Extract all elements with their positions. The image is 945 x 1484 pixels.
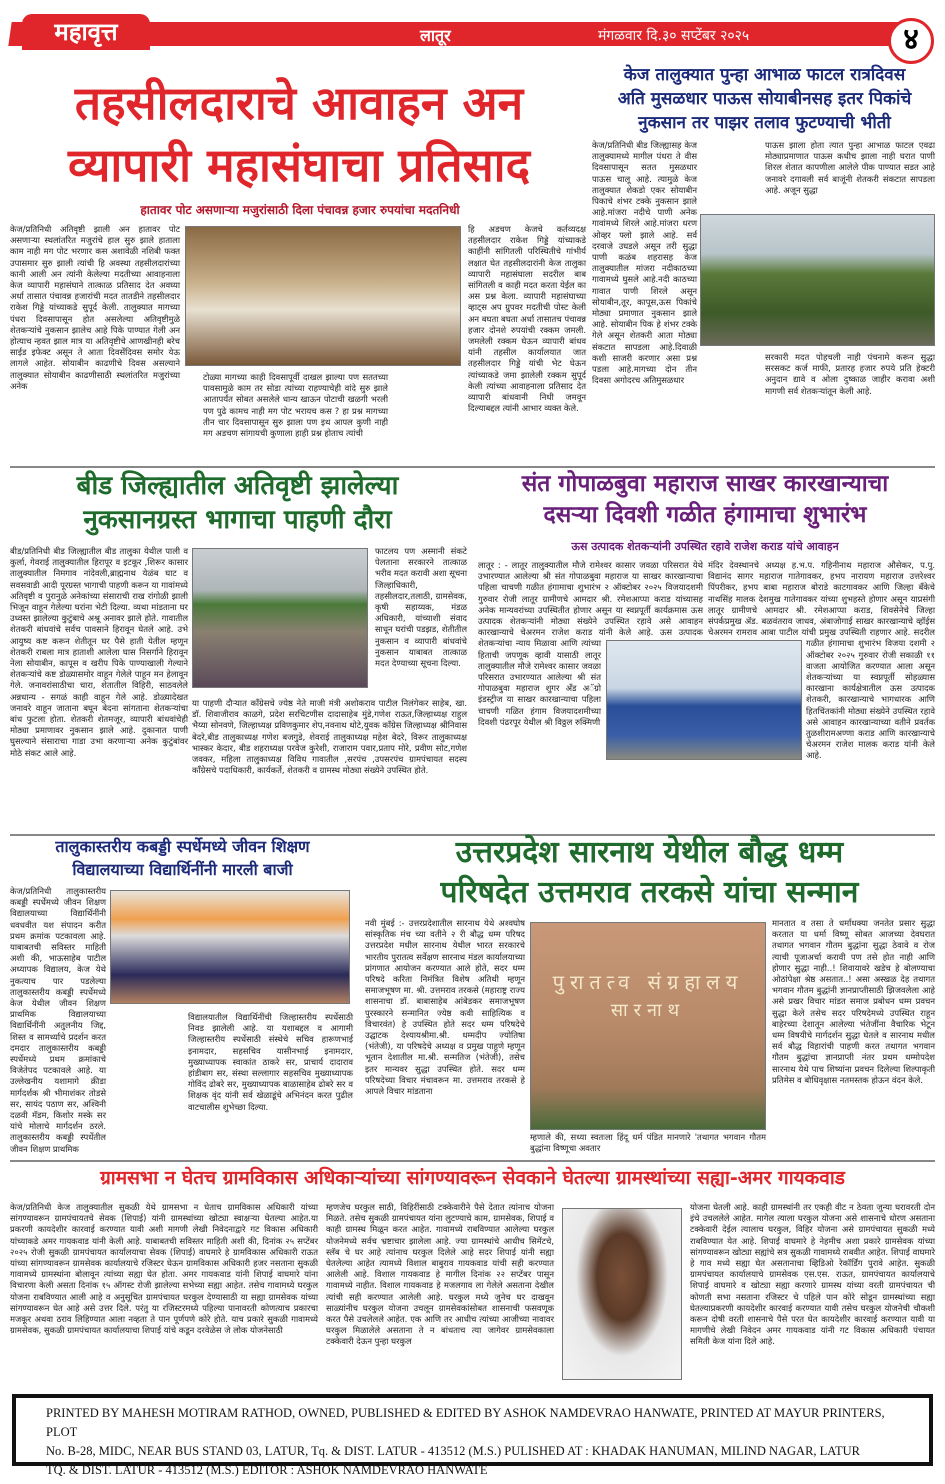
- kabaddi-headline-line1: तालुकास्तरीय कबड्डी स्पर्धेमध्ये जीवन शिक्षण: [55, 837, 310, 856]
- page-number: ४: [888, 18, 934, 64]
- masthead: [0, 0, 945, 60]
- imprint-line1: PRINTED BY MAHESH MOTIRAM RATHOD, OWNED, PUBLISHED & EDITED BY ASHOK NAMDEVRAO HANWATE, PRINTED AT MAYUR PRINTERS, PLOT: [46, 1406, 885, 1439]
- newspaper-logo: महावृत्त: [22, 14, 150, 50]
- kabaddi-body-col1: केज/प्रतिनिधी तालुकास्तरीय कबड्डी स्पर्धेमध्ये जीवन शिक्षण विद्यालयाच्या विद्यार्थिनींनी धवधवीत यश संपादन करीत प्रथम क्रमांक पटकावला आहे. याबाबतची सविस्तर माहिती अशी की, भाऊसाहेब पाटील अध्यापक विद्यालय, केज येथे नुकत्याच पार पडलेल्या तालुकास्तरीय कबड्डी स्पर्धेमध्ये केज येथील जीवन शिक्षण प्राथमिक विद्यालयाच्या विद्यार्थिनींनी अतुलनीय जिद्द, शिस्त व सामर्थ्याचे प्रदर्शन करत दमदार तालुकास्तरीय कबड्डी स्पर्धेमध्ये प्रथम क्रमांकाचे विजेतेपद पटकावले आहे. या उल्लेखनीय यशामागे क्रीडा मार्गदर्शक श्री भीमाशंकर तोडसे सर, सायंद पठाण सर, अश्विनी दळवी मॅडम, किशोर मस्के सर यांचे मोलाचे मार्गदर्शन ठरले. तालुकास्तरीय कबड्डी स्पर्धेतील जीवन शिक्षण प्राथमिक: [10, 886, 106, 1154]
- kej-headline-line2: अति मुसळधार पाऊस सोयाबीनसह इतर पिकांचे: [617, 89, 912, 109]
- imprint-line3: TQ. & DIST. LATUR - 413512 (M.S.) EDITOR : ASHOK NAMDEVRAO HANWATE: [46, 1463, 488, 1477]
- sugar-body-col2: मंदिर देवस्थानचे अध्यक्ष ह.भ.प. गहिनीनाथ महाराज औसेकर, प.पु. विद्यानंद सागर महाराज गातेगावकर, हभप नारायण महाराज उत्तरेश्वर पिंपरीकर, हभप बाबा महाराज बोराडे काटगावकर आणि जिल्हा बँकेचे नाथसिंह मालक देशमुख गातेगावकर यांच्या शुभहस्ते होणार असून याप्रसंगी लातूर ग्रामीणचे आमदार श्री. रमेशआप्पा कराड, शिवसेनेचे जिल्हा संपर्कप्रमुख ॲड. बळवंतराव जाधव, अंबाजोगाई साखर कारखान्याचे व्हॉईस चेअरमन रामराव आबा पाटील यांची प्रमुख उपस्थिती राहणार आहे. सदरील गळीत हंगामाचा शुभारंभ विजया दशमी २ ऑक्टोबर २०२५ गुरुवार रोजी सकाळी ११ वाजता आयोजित करण्यात आला असून शेतकऱ्यांच्या या स्वप्नपूर्ती सोहळ्यास कारखाना कार्यक्षेत्रातील ऊस उत्पादक शेतकरी, कारखान्याचे भागधारक आणि हितचिंतकांनी मोठ्या संख्येने उपस्थित रहावे असे आवाहन कारखान्याच्या वतीने प्रवर्तक तुळशीरामअण्णा कराड आणि कारखान्याचे चेअरमन राजेश मालक कराड यांनी केले आहे.: [708, 560, 935, 761]
- lead-body-col2: टोळ्या मागच्या काही दिवसापूर्वी दाखल झाल्या पण सततच्या पावसामुळे काम तर सोडा त्यांच्या राहण्याचेही वांदे सुरु झाले आतापर्यंत सोबत असलेले धान्य खाऊन पोटाची खळगी भरली पण पुढे कामच नाही मग पोट भरायच कस ? हा प्रश्न मागच्या तीन चार दिवसापासून सुरु झाला पण इथ आपल कुणी नाही मग अडचण सांगायची कुणाला हाही प्रश्न होताच त्यांची: [203, 372, 388, 439]
- sugar-body-col1: लातूर : - लातूर तालुक्यातील मौजे रामेश्वर कासार जवळा परिसरात येथे उभारण्यात आलेल्या श्री संत गोपाळबुवा महाराज या साखर कारखान्याचा पहिला चाचणी गळीत हंगामाचा शुभारंभ २ ऑक्टोबर २०२५ विजयादशमी गुरुवार रोजी लातूर ग्रामीणचे आमदार श्री. रमेशआप्पा कराड यांच्यासह अनेक मान्यवरांच्या उपस्थितीत होणार असून या स्वप्नपूर्ती कार्यक्रमास ऊस उत्पादक शेतकऱ्यांनी मोठ्या संख्येने उपस्थित रहावे असे आवाहन कारखान्याचे चेअरमन राजेश कराड यांनी केले आहे. ऊस उत्पादक शेतकऱ्यांचा न्याय मिळावा आणि त्यांच्या हिताची जपणूक व्हावी यासाठी लातूर तालुक्यातील मौजे रामेश्वर कासार जवळा परिसरात उभारण्यात आलेल्या श्री संत गोपाळबुवा महाराज शुगर ॲंड अॅग्रो इंडस्ट्रीज या साखर कारखान्याचा पहिला चाचणी गळित हंगाम विजयादशमीच्या दिवशी पंढरपूर येथील श्री विठ्ठल रुक्मिणी: [478, 560, 703, 727]
- sugar-headline-line1: संत गोपाळबुवा महाराज साखर कारखान्याचा: [521, 471, 889, 497]
- kej-photo-flooded-field: [700, 214, 935, 346]
- lead-headline-line1: तहसीलदाराचे आवाहन अन: [74, 76, 524, 130]
- sugar-headline-line2: दसऱ्या दिवशी गळीत हंगामाचा शुभारंभ: [543, 502, 867, 528]
- sugar-subhead: ऊस उत्पादक शेतकऱ्यांनी उपस्थित रहावे राजेश कराड यांचे आवाहन: [571, 540, 839, 553]
- kej-body-col1: केज/प्रतिनिधी बीड जिल्ह्यासह केज तालुक्यामध्ये मागील पंधरा ते वीस दिवसापासून सतत मुसळधार पाऊस चालू आहे. त्यामुळे केज तालुक्यात शेकडो एकर सोयाबीन पिकाचे शंभर टक्के नुकसान झाले आहे.मांजरा नदीचे पाणी अनेक गावांमध्ये शिरले आहे.मांजरा धरण ओव्हर फ्लो झाले आहे. सर्व दरवाजे उघडले असून तरी सुद्धा पाणी कळंब शहरासह केज तालुक्यातील मांजरा नदीकाठच्या गावामध्ये घुसले आहे.नदी काठच्या गावात पाणी शिरले असून सोयाबीन,तूर, कापूस,ऊस पिकांचे मोठ्या प्रमाणात नुकसान झाले आहे. सोयाबीन पिक हे शंभर टक्के गेले असून शेतकरी आता मोठ्या संकटात सापडला आहे.दिवाळी कशी साजरी करणार असा प्रश्न पडला आहे.मागच्या दोन तीन दिवसा अगोदरच अतिमुसळधार: [592, 140, 697, 386]
- beed-body-col2: फाटलय पण अस्मानी संकटे पेलताना सरकारने तात्काळ भरीव मदत करावी अशा सूचना जिल्हाधिकारी, तहसीलदार,तलाठी, ग्रामसेवक, कृषी सहाय्यक, मंडळ अधिकारी, यांच्याशी संवाद साधून घरांची पडझड, शेतीतील नुकसान व व्यापारी बांधवांचे नुकसान याबाबत तात्काळ मदत देण्याच्या सूचना दिल्या.: [375, 546, 467, 669]
- beed-headline-line2: नुकसानग्रस्त भागाचा पाहणी दौरा: [83, 505, 392, 535]
- issue-date: मंगळवार दि.३० सप्टेंबर २०२५: [598, 28, 750, 44]
- kabaddi-headline-line2: विद्यालयाच्या विद्यार्थिनींनी मारली बाजी: [72, 860, 293, 879]
- museum-sign-line2: सारनाथ: [610, 1000, 686, 1021]
- section-divider: [10, 466, 935, 468]
- gramsabha-photo-portrait: [562, 1208, 682, 1380]
- sarnath-photo-caption: म्हणाले की, सध्या स्वतःला हिंदू धर्म पंडित मानणारे 'तथागत भगवान गौतम बुद्धांना विष्णूचा अवतार: [530, 1132, 766, 1154]
- kej-headline-line3: नुकसान तर पाझर तलाव फुटण्याची भीती: [638, 113, 891, 133]
- lead-body-col1: केज/प्रतिनिधी अतिवृष्टी झाली अन हातावर पोट असणाऱ्या स्थलांतरित मजुरांचे हाल सुरु झाले हाताला काम नाही मग पोट भरणार कस अशावेळी नशिबी फक्त उपासमार सुरु झाली त्यांची हि अवस्था तहसीलदारांच्या कानी आली अन त्यांनी केलेल्या मदतीच्या आवाहनाला केज व्यापारी महासंघाने तात्काळ प्रतिसाद देत अवघ्या अर्धा तासात पंचावन्न हजारांची मदत तातडीने तहसीलदार राकेश गिड्डे यांच्याकडे सुपूर्द केली. तालुक्यात मागच्या पंधरा दिवसापासून होत असलेल्या अतिवृष्टीमुळे शेतकऱ्यांचे नुकसान झालेच आहे पिके पाण्यात गेली अन होत्याच न्हवत झाल मात्र या अतिवृष्टीचे आणखीनही बरेच साईड इफेक्ट असून ते आता दिवसेंदिवस समोर येऊ लागले आहेत. सोयाबीन काढणीचे दिवस असल्याने तालुक्यात सोयाबीन काढणीसाठी स्थलांतरित मजुरांच्या अनेक: [10, 224, 180, 391]
- beed-body-col3: या पाहणी दौऱ्यात काँग्रेसचे ज्येष्ठ नेते माजी मंत्री अशोकराव पाटील निलंगेकर साहेब, खा. डॉ. शिवाजीराव काळगे, प्रदेश सरचिटणीस दादासाहेब मुंडे,गणेश राऊत,जिल्हाध्यक्ष राहुल भैय्या सोनवणे, जिल्हाध्यक्ष प्रविणकुमार शेप,नवनाथ थोटे,युवक काँग्रेस जिल्हाध्यक्ष श्रीनिवास बेदरे,बीड तालुकाध्यक्ष गणेश बजगुडे, शेवराई तालुकाध्यक्ष महेश बेदरे, विरूर तालुकाध्यक्ष भास्कर केदार, बीड शहराध्यक्ष परवेज कुरेशी, राजाराम पवार,प्रताप मोरे, प्रवीण सोट,गणेश जवकर, महिला तालुकाध्यक्ष विविध गावातील ,सरपंच ,उपसरपंच ग्रामपंचायत सदस्य काँग्रेसचे पदाधिकारी, कार्यकर्ते, शेतकरी व ग्रामस्थ मोठ्या संख्येने उपस्थित होते.: [192, 698, 467, 776]
- sarnath-photo-museum: [530, 922, 766, 1130]
- edition-city: लातूर: [420, 26, 451, 45]
- gramsabha-body-col3: योजना घेतली आहे. काही ग्रामस्थांनी तर एकही वीट न ठेवता जुन्या घरावरती दोन इंचे उचललेले आहेत. मागेल त्याला घरकुल योजना असे शासनाचे धोरण असताना टक्केवारी देईल त्यालाच घरकुल, विहिर योजना असे ग्रामपंचायत सुकळी मध्ये राबविण्यात येत आहे. शिपाई वाघमारे हे नेहमीच अशा प्रकारे ग्रामसेवक यांच्या सांगण्यावरून खोट्या सह्यांचे सत्र सुकळी गावामध्ये राबवीत आहेत. शिपाई वाघमारे हे गाव मध्ये सह्या घेत असतानाचा व्हिडिओ रेकॉर्डिंग पुरावे आहेत. सुकळी ग्रामपंचायत कार्यालयाचे ग्रामसेवक एस.एस. राऊत, ग्रामपंचायत कार्यालयाचे शिपाई वाघमारे व खोट्या सह्या करणारे ग्रामस्थ यांच्या वरती ग्रामपंचायत ची कोणती सभा नसताना रजिस्टर चे पहिले पान कोरे सोडून ग्रामस्थांच्या सह्या घेतल्याप्रकरणी कायदेशीर कारवाई करण्यात यावी तसेच घरकुल योजनेची चौकशी करून दोषी वरती शासनाचे पैसे परत घेत कायदेशीर कारवाई करण्यात यावी या मागणीचे लेखी निवेदन अमर गायकवाड यांनी गट विकास अधिकारी पंचायत समिती केज यांना दिले आहे.: [690, 1202, 935, 1347]
- beed-body-col1: बीड/प्रतिनिधी बीड जिल्ह्यातील बीड तालुका येथील पाली व कुर्ला, गेवराई तालुक्यातील हिरापूर व इटकूर ,शिरूर कासार तालुक्यातील निमगाव नांदेवली,ब्राह्मनाथ येळंब घाट व सवसवाडी आदी पूरग्रस्त भागाची पाहणी करून या गावांमध्ये अतिवृष्टी व पुरानुळे अनेकांच्या संसाराची राख रांगोळी झाली भिजून वाहून गेलेल्या घरांना भेटी दिल्या. व्यथा मांडताना घर उध्वस्त झालेल्या कुटुंबाचे अश्रू अनावर झाले होते. गावातील शेतकरी बांधवांचे सर्वच पावसाने हिरावून घेतले आहे. उभे आयुष्य कष्ट करून शेतीतून घर पैसे हाती येतील म्हणून शेतकरी राबला मात्र हाताशी आलेला घास निसर्गाने हिरावून नेला सोयाबीन, कापूस व खरीप पिके पाण्याखाली गेल्याने शेतकऱ्यांचे कष्ट डोळ्यासमोर वाहून गेलेले पाहून मन हेलावून गेले. जनावरांसाठीचा चारा, शेतातील विहिरी, साठवलेले अन्नधान्य - सगळं काही वाहून गेले आहे. डोळ्यादेखत जनावरे वाहून जाताना बघून बेदना सांगताना शेतकऱ्यांचा बांध फुटला होता. शेतकरी शेतमजूर, व्यापारी बांधवांचेही मोठ्या प्रमाणावर नुकसान झाले आहे. दुकानात पाणी घुसल्याने संसाराचा गाडा उभा करणाऱ्या अनेक कुटुंबांवर मोठे संकट आले आहे.: [10, 546, 188, 758]
- kej-headline-line1: केज तालुक्यात पुन्हा आभाळ फाटल रात्रदिवस: [623, 65, 906, 85]
- sarnath-headline-line2: परिषदेत उत्तमराव तरकसे यांचा सन्मान: [440, 875, 859, 910]
- imprint-footer: [12, 1394, 933, 1477]
- lead-subhead: हातावर पोट असणाऱ्या मजुरांसाठी दिला पंचावन्न हजार रुपयांचा मदतनिधी: [140, 203, 460, 217]
- kej-body-col3: सरकारी मदत पोहचली नाही पंचनामे करून सुद्धा सरसकट कर्ज माफी, प्रतारह हजार रुपये प्रति हेक्टरी अनुदान द्यावे व ओला दुष्काळ जाहीर करावा अशी मागणी सर्व शेतकऱ्यांतून केली आहे.: [765, 352, 935, 396]
- section-divider: [10, 1160, 935, 1162]
- lead-photo-cheque-handover: [185, 226, 461, 366]
- kabaddi-photo-students: [110, 890, 350, 1004]
- gramsabha-headline: ग्रामसभा न घेतच ग्रामविकास अधिकाऱ्यांच्या सांगण्यावरून सेवकाने घेतल्या ग्रामस्थांच्या सह्या-अमर गायकवाड: [100, 1167, 845, 1189]
- photo-wrap-spacer: [708, 640, 806, 766]
- beed-photo-inspection: [192, 548, 368, 688]
- kabaddi-body-col2: विद्यालयातील विद्यार्थिनींची जिल्हास्तरीय स्पर्धेसाठी निवड झालेली आहे. या यशाबद्दल व आगामी जिल्हास्तरीय स्पर्धेसाठी संस्थेचे सचिव हारूणभाई इनामदार, सहसचिव यासीनभाई इनामदार, मुख्याध्यापक स्वाकांत ठाकरे सर, प्राचार्य दादाराव हांडीबाग सर, संस्था सल्लागार सहसचिव मुख्याध्यापक गोविंद ढोबरे सर, मुख्याध्यापक बाळासाहेब ढोबरे सर व शिक्षक वृंद यांनी सर्व खेळाडूंचे अभिनंदन करत पुढील वाटचालीस शुभेच्छा दिल्या.: [188, 1012, 353, 1112]
- museum-sign-line1: पुरातत्व संग्रहालय: [552, 970, 744, 994]
- beed-headline-line1: बीड जिल्ह्यातील अतिवृष्टी झालेल्या: [76, 471, 399, 501]
- sugar-body-col2-wrap: [708, 560, 935, 830]
- sarnath-body-col2: मानतात व तसा ते धर्मांधक्या जनतेत प्रसार सुद्धा करतात या धर्मा विष्णू सोबत आजच्या देवघरात तथागत भगवान गौतम बुद्धांना सुद्धा ठेवावे व रोज त्याची पूजाअर्चा करावी पण तसे होत नाही आणि होणार सुद्धा नाही..! शिवायावरे खडेच हे बोलण्याचा ओठांपेक्षा श्रेष्ठ असतात..! असा अस्खळ देह तथागत भगवान गौतम बुद्धांनी ज्ञानप्राप्तीसाठी झिजवलेला आहे असे प्रखर विचार मांडत समाज प्रबोधन धम्म प्रवचन सुद्धा केले तसेच सदर परिषदेमध्ये उपस्थित राहून बाहेरच्या देशातून आलेल्या भंतेजींना वैचारिक भेटून धम्म विषयीचे मार्गदर्शन सुद्धा घेतले व सारनाथ मधील सर्व बौद्ध विहारांची पाहणी करत तथागत भगवान गौतम बुद्धांचा ज्ञानप्राप्ती नंतर प्रथम धम्मोपदेश सारनाथ येथे पाच शिष्यांना प्रवचन दिलेल्या शिल्पाकृती प्रतिमेस व बोधिवृक्षास नतमस्तक होऊन वंदन केले.: [772, 918, 935, 1085]
- gramsabha-body-col2: म्हणजेच घरकुल साठी, विहिरींसाठी टक्केवारीने पैसे देतात त्यांनाच योजना मिळते. तसेच सुकळी ग्रामपंचायत यांना लुटण्याचे काम, ग्रामसेवक, शिपाई व काही ग्रामस्थ मिळून करत आहेत. गावामध्ये राबविण्यात आलेल्या घरकुल योजनेमध्ये सर्वच भ्रष्टाचार झालेला आहे. ज्या ग्रामस्थांचे आधीच सिमेंटचे, स्लॅब चे घर आहे त्यांनाच घरकुल दिलेले आहे सदर शिपाई यांनी सह्या घेतलेल्या आहेत त्यामध्ये विशाल बाबुराव गायकवाड यांची सही करण्यात आलेली आहे. विशाल गायकवाड हे मागील दिनांक २२ सप्टेंबर पासून गावामध्ये नाहीत. विशाल गायकवाड हे मजलगाव ला गेलेले असताना देखील त्यांची सही करण्यात आलेली आहे. घरकुल मध्ये जुनेच घर दाखवून साळ्यांनीच घरकुल योजना उचलून ग्रामसेवकांसोबत शासनाची फसवणूक करत पैसे उचलेलले आहेत. एक आणि तर आधीच त्यांच्या आजीच्या नावावर घरकुल मिळालेले असताना ते न बांधताच त्या जागेवर ग्रामसेवकाला टक्केवारी देऊन पुन्हा घरकुल: [326, 1202, 554, 1347]
- sarnath-headline-line1: उत्तरप्रदेश सारनाथ येथील बौद्ध धम्म: [455, 835, 844, 870]
- lead-headline-line2: व्यापारी महासंघाचा प्रतिसाद: [67, 138, 531, 192]
- lead-body-col3: हि अडचण केजचे कर्तव्यदक्ष तहसीलदार राकेश गिड्डे यांच्याकडे काहींनी सांगितली परिस्थितीचे गांभीर्य लक्षात घेत तहसीलदारांनी केज तालुका व्यापारी महासंघाला सदरील बाब सांगितली व काही मदत करता येईल का अस प्रश्न केला. व्यापारी महासंघाच्या व्हाट्स अप ग्रुपवर मदतीची पोस्ट केली अन बघता बघता अर्धा तासातच पंचावन्न हजार दोनशे रुपयांची रक्कम जमली. जमलेली रक्कम घेऊन व्यापारी बांधव यांनी तहसील कार्यालयात जात तहसीलदार गिड्डे यांची भेट घेऊन त्यांच्याकडे जमा झालेली रक्कम सुपूर्द केली त्यांच्या आवाहनाला प्रतिसाद देत व्यापारी बांधवानी निधी जमवून दिल्याबद्दल त्यांनी आभार व्यक्त केले.: [468, 224, 586, 414]
- kej-body-col2: पाऊस झाला होता त्यात पुन्हा आभाळ फाटल एवढा मोठ्याप्रमाणात पाऊस कधीच झाला नाही घरात पाणी शिरल शेतात कापणीला आलेले पीक पाण्यात सडत आहे जनावरे दगावली सर्व बाजूंनी शेतकरी संकटात सापडला आहे. अजून सुद्धा: [765, 140, 935, 195]
- gramsabha-body-col1: केज/प्रतिनिधी केज तालुक्यातील सुकळी येथे ग्रामसभा न घेताच ग्रामविकास अधिकारी यांच्या सांगण्यावरून ग्रामपंचायतचे सेवक (शिपाई) यांनी ग्रामस्थांच्या खोट्या स्वाक्षऱ्या घेतल्या आहेत.या प्रकरणी कायदेशीर कारवाई करण्यात यावी अशी मागणी लेखी निवेदनाद्वारे गट विकास अधिकारी यांच्याकडे अमर गायकवाड यांनी केली आहे. याबाबतची सविस्तर माहिती अशी की, दिनांक २५ सप्टेंबर २०२५ रोजी सुकळी ग्रामपंचायत कार्यालयाचा सेवक (शिपाई) वाघमारे हे ग्रामविकास अधिकारी राऊत यांच्या सांगण्यावरून ग्रामसेवक कार्यालयाचे रजिस्टर घेऊन ग्रामविकास अधिकारी हजर नसताना सुकळी गावामध्ये ग्रामस्थांना बोलावून त्यांच्या सह्या घेत होता. अमर गायकवाड यांनी शिपाई वाघमारे यांना विचारणा केली असता दिनांक १५ ऑगस्ट रोजी झालेल्या सभेच्या सह्या आहेत. तसेच गावामध्ये घरकुल योजना राबविण्यात आली आहे व अनुसूचित ग्रामपंचायत घरकुल देण्यासाठी या सह्या ग्रामसेवक यांच्या सांगण्यावरून घेत आहे असे उत्तर दिले. परंतु या रजिस्टरमध्ये पहिल्या पानावरती कोणत्याच प्रकारचा मजकूर अथवा ठराव लिहिण्यात आला नव्हता ते पान पूर्णपणे कोरे होते. याच प्रकारे सुकळी गावामध्ये ग्रामसेवक, सुकळी ग्रामपंचायत कार्यालयाचा शिपाई यांचे कडून दरवेळेस जे लोक योजनेसाठी: [10, 1202, 318, 1336]
- imprint-line2: No. B-28, MIDC, NEAR BUS STAND 03, LATUR, Tq. & DIST. LATUR - 413512 (M.S.) PULISHED AT : KHADAK HANUMAN, MILIND NAGAR, LATUR: [46, 1444, 860, 1458]
- sarnath-body-col1: नवी मुंबई :- उत्तरप्रदेशातील सारनाथ येथे अश्वघोष सांस्कृतिक मंच च्या वतीने २ री बौद्ध धम्म परिषद उत्तरप्रदेश मधील सारनाथ येथील भारत सरकारचे भारतीय पुरातत्व सर्वेक्षण सारनाथ मंडल कार्यालयाच्या प्रांगणात आयोजन करण्यात आले होते, सदर धम्म परिषदे करिता निमंत्रित विशेष अतिथी म्हणून समाजभूषण मा. श्री. उत्तमराव तरकसे (महाराष्ट्र राज्य शासनाचा डॉ. बाबासाहेब आंबेडकर समाजभूषण पुरस्कारने सन्मानित ज्येष्ठ कवी साहित्यिक व विचारवंत) हे उपस्थित होते सदर धम्म परिषदेचे उद्घाटक देश्यायश्रीमा.श्री. धम्मदीप ज्योतिषा (भंतेजी), या परिषदेचे अध्यक्ष व प्रमुख पाहुणे म्हणून भूतान देशातील मा.श्री. सन्मतिज (भंतेजी), तसेच इतर मान्यवर सुद्धा उपस्थित होते. सदर धम्म परिषदेच्या विचार मंचावरून मा. उत्तमराव तरकसे हे आपले विचार मांडताना: [365, 918, 525, 1097]
